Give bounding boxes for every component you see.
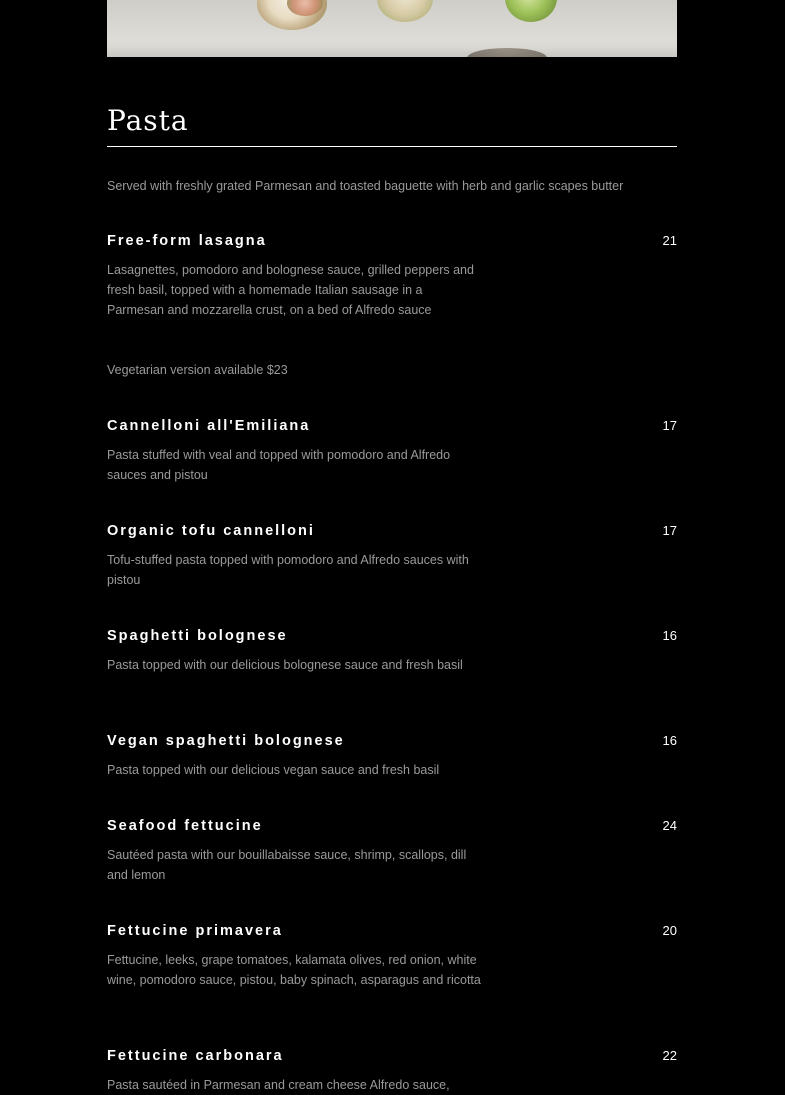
food-roll-image: [505, 0, 557, 22]
menu-item: [107, 732, 677, 792]
section-divider: [107, 146, 677, 147]
menu-item: [107, 817, 677, 897]
menu-item: [107, 1047, 677, 1093]
menu-item-description: Fettucine, leeks, grape tomatoes, kalamata olives, red onion, white wine, pomodoro sauce, pistou, baby spinach, asparagus and ricotta: [107, 953, 481, 987]
menu-item-price: 16: [662, 628, 677, 643]
menu-item: [107, 627, 677, 707]
menu-item: [107, 922, 677, 1022]
menu-item-description: Tofu-stuffed pasta topped with pomodoro and Alfredo sauces with pistou: [107, 553, 469, 587]
menu-item-note: Vegetarian version available $23: [107, 363, 288, 377]
menu-item-price: 20: [662, 923, 677, 938]
hero-food-photo: [107, 0, 677, 57]
menu-item: [107, 232, 677, 392]
menu-item-description: Sautéed pasta with our bouillabaisse sauce, shrimp, scallops, dill and lemon: [107, 848, 467, 882]
menu-item-name: Spaghetti bolognese: [107, 628, 288, 644]
menu-item: [107, 417, 677, 497]
menu-item-price: 24: [662, 818, 677, 833]
menu-item-price: 17: [662, 523, 677, 538]
menu-item-name: Vegan spaghetti bolognese: [107, 733, 345, 749]
food-roll-image: [377, 0, 433, 22]
menu-item-price: 22: [662, 1048, 677, 1063]
menu-item-name: Cannelloni all'Emiliana: [107, 418, 311, 434]
menu-item-description: Lasagnettes, pomodoro and bolognese sauce, grilled peppers and fresh basil, topped with a homemade Italian sausage in a Parmesan and mozzarella crust, on a bed of Alfredo sauce: [107, 263, 474, 317]
menu-item-name: Fettucine primavera: [107, 923, 283, 939]
photo-shadow: [107, 47, 677, 57]
menu-item-description: Pasta sautéed in Parmesan and cream cheese Alfredo sauce,: [107, 1078, 450, 1092]
menu-item-price: 17: [662, 418, 677, 433]
menu-item-description: Pasta stuffed with veal and topped with pomodoro and Alfredo sauces and pistou: [107, 448, 451, 482]
menu-item-price: 21: [662, 233, 677, 248]
menu-item-description: Pasta topped with our delicious vegan sauce and fresh basil: [107, 763, 440, 777]
menu-item-description: Pasta topped with our delicious bolognese sauce and fresh basil: [107, 658, 463, 672]
menu-item-name: Fettucine carbonara: [107, 1048, 284, 1064]
menu-item-name: Free-form lasagna: [107, 233, 267, 249]
menu-item-price: 16: [662, 733, 677, 748]
menu-item-name: Seafood fettucine: [107, 818, 263, 834]
menu-item: [107, 522, 677, 602]
menu-item-name: Organic tofu cannelloni: [107, 523, 315, 539]
section-note: Served with freshly grated Parmesan and toasted baguette with herb and garlic scapes butter: [107, 179, 624, 193]
section-title: Pasta: [107, 104, 189, 137]
